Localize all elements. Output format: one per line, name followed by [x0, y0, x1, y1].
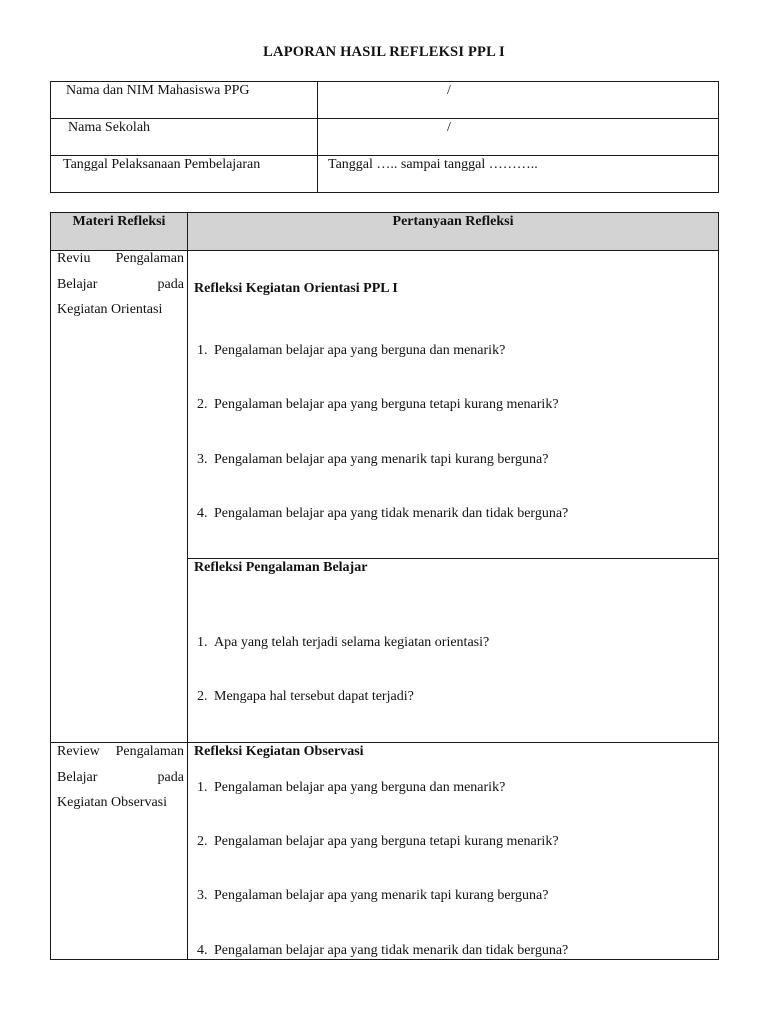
question-number: 2.	[197, 397, 208, 412]
table-border	[187, 558, 719, 559]
question-text: Pengalaman belajar apa yang menarik tapi kurang berguna?	[214, 452, 549, 467]
table-border	[718, 212, 719, 960]
table-border	[718, 81, 719, 193]
question-number: 2.	[197, 689, 208, 704]
materi-line: Kegiatan Orientasi	[57, 302, 163, 317]
question-number: 4.	[197, 943, 208, 958]
question-text: Pengalaman belajar apa yang berguna tetapi kurang menarik?	[214, 397, 559, 412]
question-number: 1.	[197, 780, 208, 795]
info-value-tanggal: Tanggal ….. sampai tanggal ………..	[328, 157, 538, 172]
question-text: Pengalaman belajar apa yang menarik tapi kurang berguna?	[214, 888, 549, 903]
materi-line: Kegiatan Observasi	[57, 795, 168, 810]
table-border	[187, 212, 188, 960]
section-heading-orientasi: Refleksi Kegiatan Orientasi PPL I	[194, 281, 398, 296]
materi-line: Belajar pada	[57, 770, 184, 785]
materi-line: Belajar pada	[57, 277, 184, 292]
question-text: Pengalaman belajar apa yang berguna dan menarik?	[214, 343, 506, 358]
info-value-nama: /	[447, 83, 451, 98]
question-text: Pengalaman belajar apa yang berguna tetapi kurang menarik?	[214, 834, 559, 849]
section-heading-observasi: Refleksi Kegiatan Observasi	[194, 744, 364, 759]
info-label-tanggal: Tanggal Pelaksanaan Pembelajaran	[63, 157, 261, 172]
page-title: LAPORAN HASIL REFLEKSI PPL I	[263, 44, 505, 60]
info-label-nama: Nama dan NIM Mahasiswa PPG	[66, 83, 250, 98]
table-border	[317, 81, 318, 193]
table-border	[50, 192, 719, 193]
question-text: Pengalaman belajar apa yang tidak menarik dan tidak berguna?	[214, 943, 569, 958]
table-border	[50, 81, 51, 193]
table-border	[50, 959, 719, 960]
header-materi: Materi Refleksi	[72, 214, 166, 229]
info-label-sekolah: Nama Sekolah	[68, 120, 151, 135]
table-border	[50, 742, 719, 743]
header-pertanyaan: Pertanyaan Refleksi	[392, 214, 514, 229]
info-value-sekolah: /	[447, 120, 451, 135]
question-number: 1.	[197, 635, 208, 650]
question-text: Pengalaman belajar apa yang berguna dan menarik?	[214, 780, 506, 795]
materi-line: Review Pengalaman	[57, 744, 184, 759]
section-heading-pengalaman: Refleksi Pengalaman Belajar	[194, 560, 368, 575]
question-number: 1.	[197, 343, 208, 358]
question-number: 3.	[197, 452, 208, 467]
materi-line: Reviu Pengalaman	[57, 251, 184, 266]
table-border	[50, 212, 51, 960]
question-text: Pengalaman belajar apa yang tidak menarik dan tidak berguna?	[214, 506, 569, 521]
question-number: 2.	[197, 834, 208, 849]
table-border	[50, 155, 719, 156]
table-border	[50, 118, 719, 119]
question-number: 3.	[197, 888, 208, 903]
table-border	[50, 212, 719, 213]
question-text: Apa yang telah terjadi selama kegiatan orientasi?	[214, 635, 490, 650]
question-text: Mengapa hal tersebut dapat terjadi?	[214, 689, 414, 704]
table-border	[50, 81, 719, 82]
question-number: 4.	[197, 506, 208, 521]
